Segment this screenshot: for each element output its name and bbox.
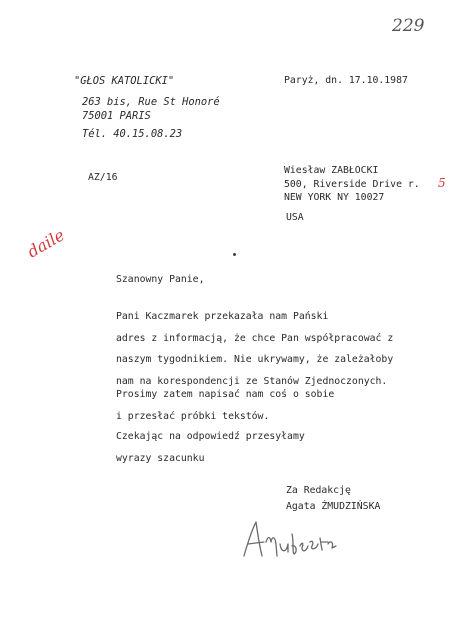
signoff-line-2: Agata ŹMUDZIŃSKA (286, 501, 381, 512)
paragraph-2: Prosimy zatem napisać nam coś o sobie i przesłać próbki tekstów. (116, 389, 335, 422)
sender-name: "GŁOS KATOLICKI" (74, 75, 175, 87)
signature-drawing (236, 512, 356, 568)
sender-street: 263 bis, Rue St Honoré (82, 96, 220, 108)
recipient-city: NEW YORK NY 10027 (284, 192, 385, 203)
sender-city: 75001 PARIS (82, 110, 151, 122)
apartment-note: 5 (438, 176, 446, 190)
salutation: Szanowny Panie, (116, 274, 205, 285)
recipient-country: USA (286, 212, 304, 223)
recipient-name: Wiesław ZABŁOCKI (284, 165, 379, 176)
signoff-line-1: Za Redakcję (286, 485, 351, 496)
reference-number: AZ/16 (88, 172, 118, 183)
page-number: 229 (392, 16, 425, 36)
sender-phone: Tél. 40.15.08.23 (82, 128, 183, 140)
margin-annotation: daile (24, 225, 68, 262)
recipient-street: 500, Riverside Drive r. (284, 179, 420, 190)
paragraph-3: Czekając na odpowiedź przesyłamy wyrazy szacunku (116, 431, 305, 464)
ink-mark (233, 253, 236, 256)
date-line: Paryż, dn. 17.10.1987 (284, 75, 408, 86)
paragraph-1: Pani Kaczmarek przekazała nam Pański adres z informacją, że chce Pan współpracować z naszym tygodnikiem. Nie ukrywamy, że zależałoby nam na korespondencji ze Stanów Zjednoczonych. (116, 311, 394, 387)
